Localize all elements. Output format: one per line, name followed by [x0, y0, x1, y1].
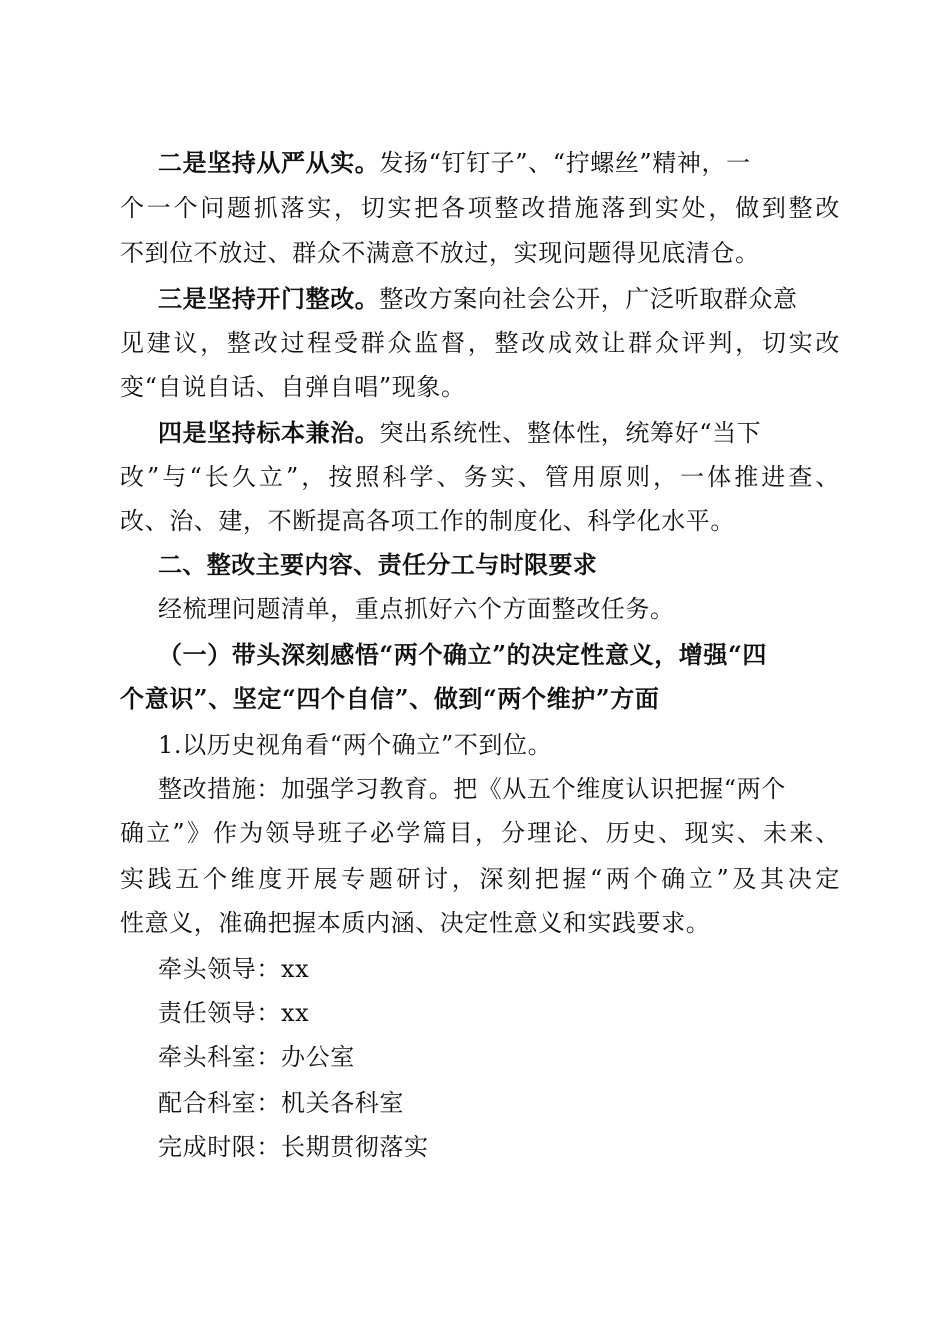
- paragraph-2-text: 整改方案向社会公开，广泛听取群众意: [379, 285, 798, 313]
- paragraph-1-line-2: 个一个问题抓落实，切实把各项整改措施落到实处，做到整改: [120, 194, 840, 222]
- intro-text: 经梳理问题清单，重点抓好六个方面整改任务。: [158, 595, 675, 623]
- paragraph-1-line-1: [158, 148, 840, 178]
- paragraph-2-line-3: 变“自说自话、自弹自唱”现象。: [120, 373, 466, 401]
- paragraph-1-line-3: 不到位不放过、群众不满意不放过，实现问题得见底清仓。: [120, 239, 760, 267]
- paragraph-1-lead: 二是坚持从严从实。: [158, 148, 380, 177]
- paragraph-1-text: 发扬“钉钉子”、“拧螺丝”精神，一: [379, 149, 751, 177]
- item-1: 1.以历史视角看“两个确立”不到位。: [158, 731, 553, 759]
- cooperating-department: 配合科室：机关各科室: [158, 1089, 404, 1117]
- lead-department: 牵头科室：办公室: [158, 1043, 355, 1071]
- paragraph-3-lead: 四是坚持标本兼治。: [158, 418, 380, 447]
- lead-leader: 牵头领导：xx: [158, 955, 310, 983]
- responsible-leader: 责任领导：xx: [158, 999, 310, 1027]
- paragraph-3-line-3: 改、治、建，不断提高各项工作的制度化、科学化水平。: [120, 507, 735, 535]
- measures-line-3: 实践五个维度开展专题研讨，深刻把握“两个确立”及其决定: [120, 865, 840, 893]
- measures-line-2: 确立”》作为领导班子必学篇目，分理论、历史、现实、未来、: [120, 819, 840, 847]
- paragraph-3-line-2: 改”与“长久立”，按照科学、务实、管用原则，一体推进查、: [120, 463, 840, 491]
- measures-line-1: 整改措施：加强学习教育。把《从五个维度认识把握“两个: [158, 775, 786, 803]
- paragraph-3-line-1: [158, 418, 840, 448]
- deadline: 完成时限：长期贯彻落实: [158, 1133, 429, 1161]
- paragraph-3-text: 突出系统性、整体性，统筹好“当下: [379, 419, 762, 447]
- paragraph-2-lead: 三是坚持开门整改。: [158, 284, 380, 313]
- paragraph-2-line-2: 见建议，整改过程受群众监督，整改成效让群众评判，切实改: [120, 329, 840, 357]
- section-2-heading: 二、整改主要内容、责任分工与时限要求: [158, 551, 598, 579]
- subsection-1-heading-line-2: 个意识”、坚定“四个自信”、做到“两个维护”方面: [120, 684, 660, 713]
- measures-line-4: 性意义，准确把握本质内涵、决定性意义和实践要求。: [120, 909, 711, 937]
- paragraph-2-line-1: [158, 284, 840, 314]
- subsection-1-heading-line-1: （一）带头深刻感悟“两个确立”的决定性意义，增强“四: [158, 640, 768, 669]
